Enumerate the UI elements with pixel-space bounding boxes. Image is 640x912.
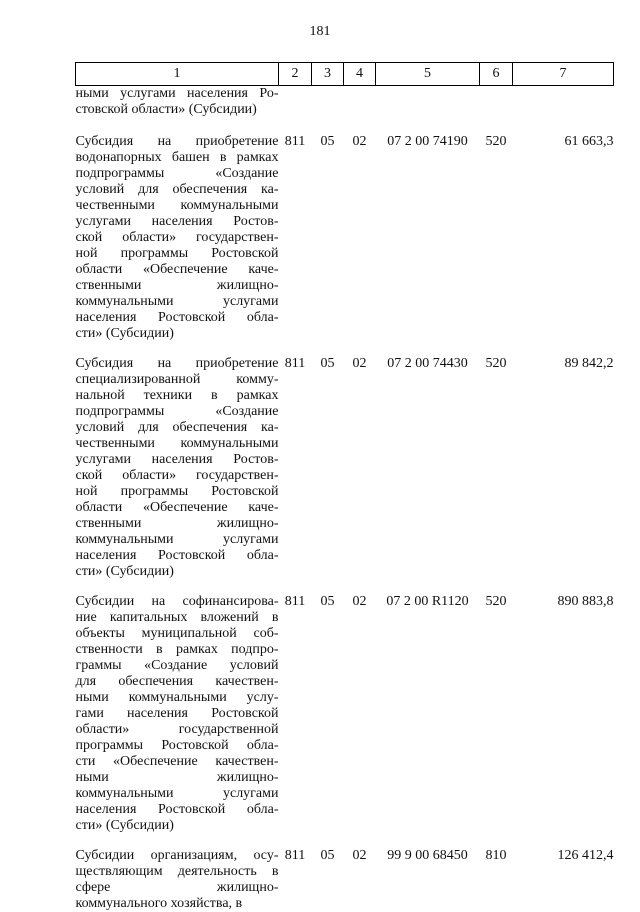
header-col-3: 3 [312,63,344,86]
header-col-2: 2 [279,63,312,86]
description-line: водонапорных башен в рамках [75,150,279,165]
description-line: сти» (Субсидии) [75,564,174,579]
description-line: коммунальными услугами [75,532,279,547]
empty-cell [279,86,312,121]
description-line: населения Ростовской обла- [75,310,279,325]
row-spacer [76,834,614,848]
description-line: подпрограммы «Создание [75,166,279,181]
description-line: сфере жилищно- [75,880,279,895]
description-line: гами населения Ростовской [75,706,279,721]
page-number: 181 [309,24,331,39]
description-line: ными услугами населения Ро- [75,86,279,101]
description-line: области «Обеспечение каче- [75,500,279,515]
subsection-cell: 02 [352,594,367,609]
row-spacer [76,342,614,356]
table-row [76,356,614,580]
description-line: стовской области» (Субсидии) [75,102,257,117]
description-line: коммунального хозяйства, в [75,896,243,911]
row-spacer [76,580,614,594]
description-line: условий для обеспечения ка- [75,420,279,435]
row-spacer [76,120,614,134]
description-line: ской области» государствен- [75,468,279,483]
description-line: условий для обеспечения ка- [75,182,279,197]
description-line: ственными жилищно- [75,278,279,293]
description-line: населения Ростовской обла- [75,802,279,817]
amount-cell: 89 842,2 [564,356,614,371]
subsection-cell: 02 [352,848,367,863]
expense-type-cell: 520 [485,594,507,609]
section-cell: 05 [320,848,335,863]
description-cell [76,86,279,121]
target-article-cell: 99 9 00 68450 [387,848,468,863]
description-line: области «Обеспечение каче- [75,262,279,277]
description-line: специализированной комму- [75,372,279,387]
description-line: ной программы Ростовской [75,484,279,499]
header-col-5: 5 [376,63,480,86]
table-row [76,594,614,834]
target-article-cell: 07 2 00 R1120 [386,594,469,609]
description-cell [76,134,279,342]
description-line: для обеспечения качествен- [75,674,279,689]
description-line: услугами населения Ростов- [75,214,279,229]
section-cell: 05 [320,594,335,609]
spacer-cell [76,342,614,356]
description-line: области» государственной [75,722,279,737]
description-line: сти» (Субсидии) [75,326,174,341]
expense-type-cell: 810 [485,848,507,863]
ministry-code-cell: 811 [284,134,306,149]
description-line: коммунальными услугами [75,786,279,801]
description-line: чественными коммунальными [75,436,279,451]
description-line: ными коммунальными услу- [75,690,279,705]
ministry-code-cell: 811 [284,356,306,371]
expense-type-cell: 520 [485,356,507,371]
header-col-1: 1 [76,63,279,86]
description-line: программы Ростовской обла- [75,738,279,753]
header-col-6: 6 [480,63,513,86]
description-line: ской области» государствен- [75,230,279,245]
subsection-cell: 02 [352,356,367,371]
description-line: объекты муниципальной соб- [75,626,279,641]
section-cell: 05 [320,356,335,371]
ministry-code-cell: 811 [284,848,306,863]
description-cell [76,848,279,912]
header-row [76,63,614,86]
ministry-code-cell: 811 [284,594,306,609]
table-row-continuation [76,86,614,121]
empty-cell [344,86,376,121]
description-cell [76,356,279,580]
section-cell: 05 [320,134,335,149]
description-line: граммы «Создание условий [75,658,279,673]
description-line: ственности в рамках подпро- [75,642,279,657]
empty-cell [513,86,614,121]
description-line: ние капитальных вложений в [75,610,279,625]
description-line: населения Ростовской обла- [75,548,279,563]
amount-cell: 890 883,8 [557,594,614,609]
description-line: ществляющим деятельность в [75,864,279,879]
description-line: ными жилищно- [75,770,279,785]
amount-cell: 61 663,3 [564,134,614,149]
target-article-cell: 07 2 00 74190 [387,134,468,149]
expense-type-cell: 520 [485,134,507,149]
target-article-cell: 07 2 00 74430 [387,356,468,371]
description-line: Субсидии организациям, осу- [75,848,279,863]
description-line: сти «Обеспечение качествен- [75,754,279,769]
description-line: Субсидии на софинансирова- [75,594,279,609]
table-row [76,848,614,912]
description-line: сти» (Субсидии) [75,818,174,833]
budget-table [75,62,614,912]
spacer-cell [76,834,614,848]
spacer-cell [76,580,614,594]
empty-cell [480,86,513,121]
description-line: услугами населения Ростов- [75,452,279,467]
amount-cell: 126 412,4 [557,848,614,863]
spacer-cell [76,120,614,134]
description-line: коммунальными услугами [75,294,279,309]
description-line: нальной техники в рамках [75,388,279,403]
subsection-cell: 02 [352,134,367,149]
description-cell [76,594,279,834]
table-row [76,134,614,342]
description-line: ной программы Ростовской [75,246,279,261]
description-line: подпрограммы «Создание [75,404,279,419]
description-line: Субсидия на приобретение [75,356,279,371]
description-line: ственными жилищно- [75,516,279,531]
description-line: Субсидия на приобретение [75,134,279,149]
description-line: чественными коммунальными [75,198,279,213]
empty-cell [312,86,344,121]
empty-cell [376,86,480,121]
header-col-4: 4 [344,63,376,86]
header-col-7: 7 [513,63,614,86]
